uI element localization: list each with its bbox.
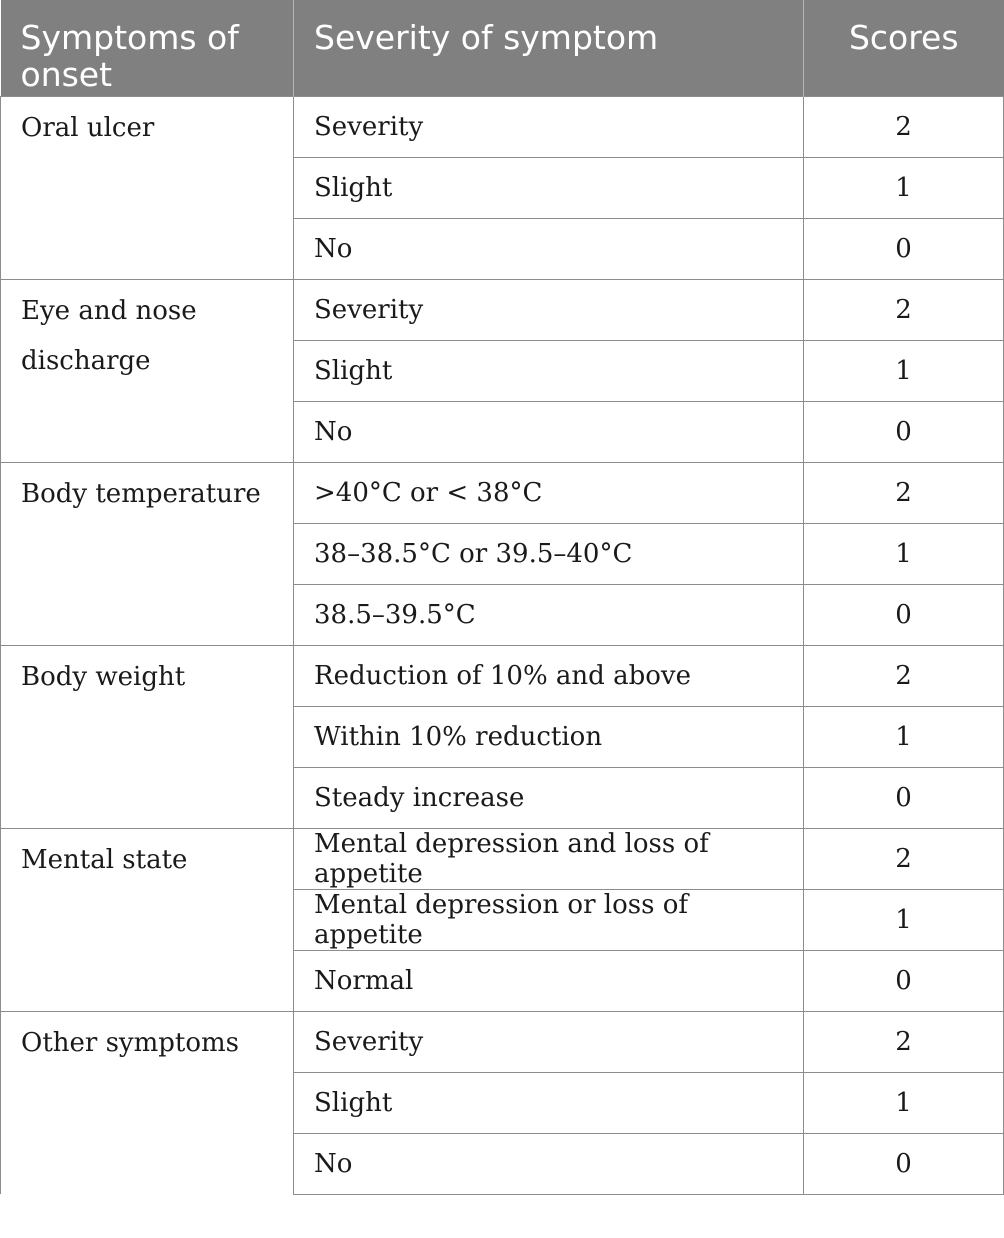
table-row [1, 828, 1004, 889]
score-cell: 0 [804, 767, 1004, 828]
score-cell: 1 [804, 706, 1004, 767]
table-header-row [1, 0, 1004, 96]
symptom-cell [1, 462, 294, 645]
score-cell: 2 [804, 96, 1004, 157]
severity-cell: No [294, 1133, 804, 1194]
table-row [1, 462, 1004, 523]
score-cell: 0 [804, 401, 1004, 462]
severity-cell: No [294, 218, 804, 279]
symptom-cell [1, 645, 294, 828]
severity-cell: Mental depression and loss of appetite [294, 828, 804, 889]
score-cell: 2 [804, 645, 1004, 706]
header-severity-of-symptom: Severity of symptom [294, 0, 804, 96]
symptom-cell [1, 279, 294, 462]
score-cell: 0 [804, 1133, 1004, 1194]
severity-cell: Slight [294, 157, 804, 218]
severity-cell: Mental depression or loss of appetite [294, 889, 804, 950]
score-cell: 1 [804, 889, 1004, 950]
severity-cell: Normal [294, 950, 804, 1011]
score-cell: 1 [804, 340, 1004, 401]
symptom-cell [1, 96, 294, 279]
score-cell: 1 [804, 523, 1004, 584]
severity-cell: 38.5–39.5°C [294, 584, 804, 645]
severity-cell: No [294, 401, 804, 462]
severity-cell: Reduction of 10% and above [294, 645, 804, 706]
score-cell: 1 [804, 1072, 1004, 1133]
symptom-label: Body temperature [21, 478, 261, 509]
table-row [1, 279, 1004, 340]
severity-cell: Severity [294, 1011, 804, 1072]
symptom-label: Body weight [21, 661, 186, 692]
severity-cell: Severity [294, 96, 804, 157]
score-cell: 2 [804, 828, 1004, 889]
score-cell: 2 [804, 279, 1004, 340]
symptom-label: Other symptoms [21, 1027, 240, 1058]
table-row [1, 96, 1004, 157]
table-row [1, 645, 1004, 706]
severity-cell: Slight [294, 340, 804, 401]
score-cell: 1 [804, 157, 1004, 218]
header-symptoms-of-onset: Symptoms of onset [1, 0, 294, 96]
symptom-cell [1, 828, 294, 1011]
severity-cell: Slight [294, 1072, 804, 1133]
severity-cell: Steady increase [294, 767, 804, 828]
symptom-cell [1, 1011, 294, 1194]
score-cell: 0 [804, 950, 1004, 1011]
severity-cell: 38–38.5°C or 39.5–40°C [294, 523, 804, 584]
score-cell: 0 [804, 218, 1004, 279]
score-cell: 2 [804, 462, 1004, 523]
table-row [1, 1011, 1004, 1072]
severity-cell: >40°C or < 38°C [294, 462, 804, 523]
symptom-label: Eye and nose discharge [21, 295, 197, 376]
header-scores: Scores [804, 0, 1004, 96]
symptom-label: Mental state [21, 844, 188, 875]
severity-cell: Severity [294, 279, 804, 340]
score-cell: 2 [804, 1011, 1004, 1072]
severity-cell: Within 10% reduction [294, 706, 804, 767]
symptom-label: Oral ulcer [21, 112, 155, 143]
table-body [1, 96, 1004, 1194]
score-cell: 0 [804, 584, 1004, 645]
